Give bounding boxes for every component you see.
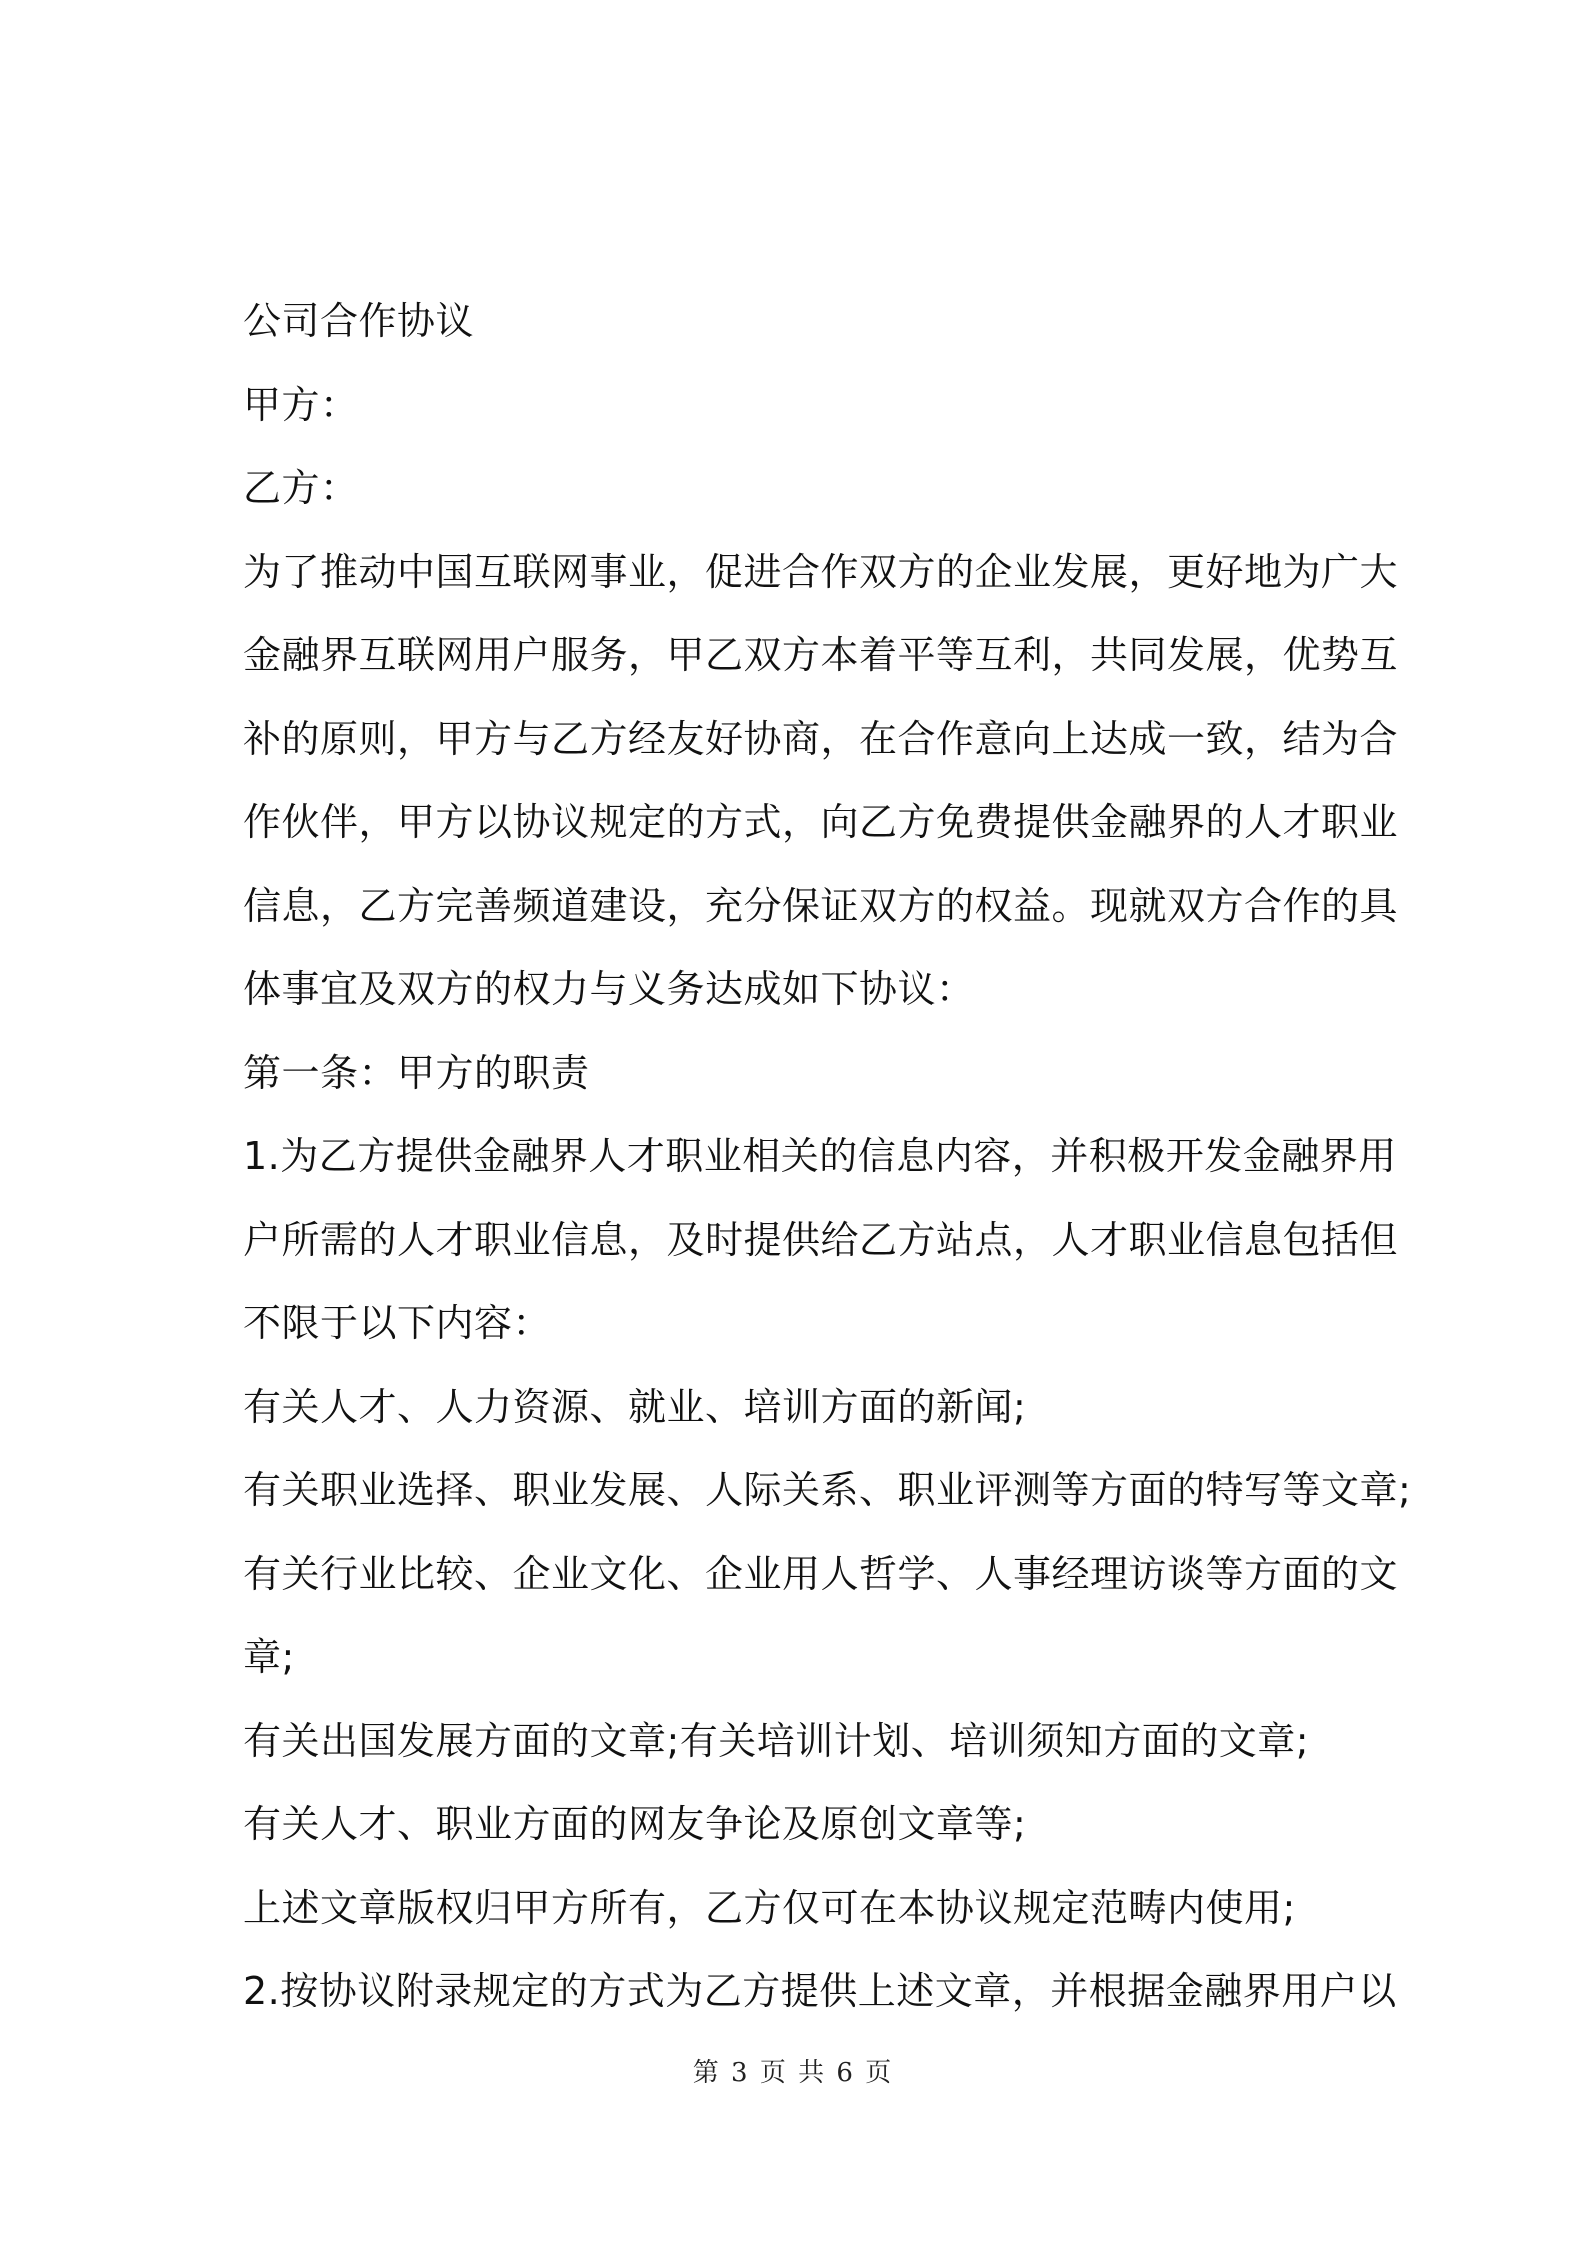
list-item: 有关行业比较、企业文化、企业用人哲学、人事经理访谈等方面的文 [243,1551,1399,1596]
list-item: 章; [243,1635,295,1679]
document-title: 公司合作协议 [243,299,475,343]
body-line: 作伙伴，甲方以协议规定的方式，向乙方免费提供金融界的人才职业 [243,800,1399,844]
list-item: 有关人才、职业方面的网友争论及原创文章等; [243,1802,1027,1846]
body-line: 为了推动中国互联网事业，促进合作双方的企业发展，更好地为广大 [243,549,1399,594]
party-a-label: 甲方： [243,382,359,427]
body-line: 体事宜及双方的权力与义务达成如下协议： [243,967,975,1011]
body-line: 信息，乙方完善频道建设，充分保证双方的权益。现就双方合作的具 [243,883,1399,928]
body-line: 2.按协议附录规定的方式为乙方提供上述文章，并根据金融界用户以 [243,1969,1397,2013]
list-item: 有关职业选择、职业发展、人际关系、职业评测等方面的特写等文章; [243,1468,1412,1512]
body-line: 补的原则，甲方与乙方经友好协商，在合作意向上达成一致，结为合 [243,716,1399,761]
body-line: 1.为乙方提供金融界人才职业相关的信息内容，并积极开发金融界用 [243,1134,1397,1178]
list-item: 有关人才、人力资源、就业、培训方面的新闻; [243,1384,1027,1429]
body-line: 户所需的人才职业信息，及时提供给乙方站点，人才职业信息包括但 [243,1217,1399,1262]
document-body [243,280,1412,2034]
article-heading: 第一条：甲方的职责 [243,1050,590,1095]
party-b-label: 乙方： [243,466,359,510]
body-line: 不限于以下内容： [243,1301,552,1345]
body-line: 上述文章版权归甲方所有，乙方仅可在本协议规定范畴内使用; [243,1885,1296,1930]
page-number-footer: 第 3 页 共 6 页 [692,2058,894,2088]
body-line: 金融界互联网用户服务，甲乙双方本着平等互利，共同发展，优势互 [243,633,1399,677]
list-item: 有关出国发展方面的文章;有关培训计划、培训须知方面的文章; [243,1718,1310,1763]
